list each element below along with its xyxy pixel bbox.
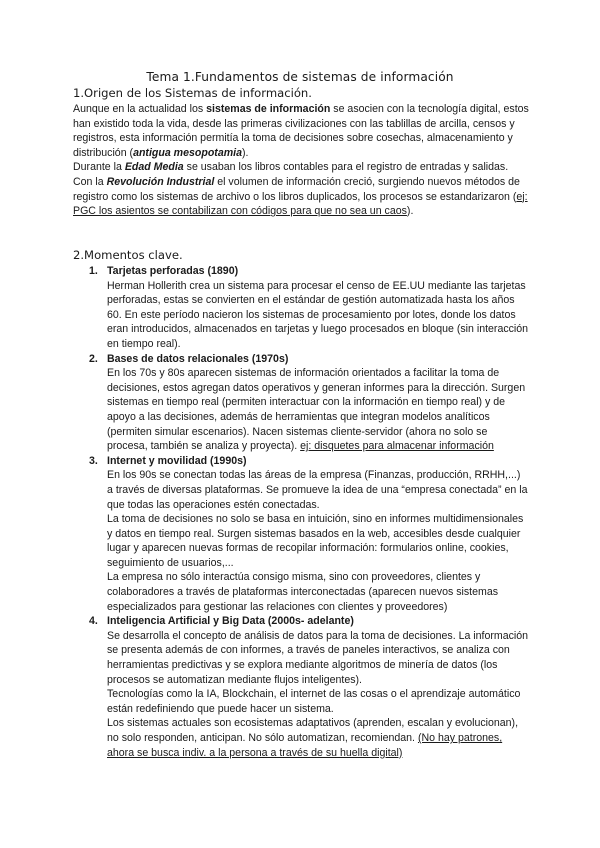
item-number: 2. xyxy=(89,352,98,365)
note-pgc-example: ej: PGC los asientos se contabilizan con códigos para que no sea un caos xyxy=(73,190,528,218)
paragraph-revolucion-industrial: Con la Revolución Industrial el volumen de información creció, surgiendo nuevos métodos de registro como los sistemas de archivo o los libros duplicados, los procesos se estandarizaron (ej: PGC los asientos se contabilizan con códigos para que no sea un caos). xyxy=(73,175,528,218)
item-title: Bases de datos relacionales (1970s) xyxy=(107,352,289,365)
section-1-heading: 1.Origen de los Sistemas de información. xyxy=(73,86,312,100)
item-title: Inteligencia Artificial y Big Data (2000s- adelante) xyxy=(107,615,354,628)
item-body: Herman Hollerith crea un sistema para procesar el censo de EE.UU mediante las tarjetas perforadas, estas se convierten en el estándar de gestión automatizada hasta los años 60. En este período nacieron los sistemas de procesamiento por lotes, donde los datos eran introducidos, almacenados en tarjetas y luego procesados en bloque (sin interacción en tiempo real). xyxy=(107,279,529,350)
paragraph-edad-media: Durante la Edad Media se usaban los libros contables para el registro de entradas y salidas. xyxy=(73,161,509,174)
item-number: 1. xyxy=(89,265,98,277)
list-item xyxy=(89,454,529,615)
section-1-body xyxy=(73,102,533,219)
item-number: 3. xyxy=(89,454,98,467)
term-revolucion-industrial: Revolución Industrial xyxy=(106,175,215,188)
document-title: Tema 1.Fundamentos de sistemas de información xyxy=(146,70,454,84)
item-body: En los 70s y 80s aparecen sistemas de información orientados a facilitar la toma de decisiones, estos agregan datos operativos y generan informes para la dirección. Surgen sistemas en tiempo real (permiten interactuar con la información en tiempo real) y de apoyo a las decisiones, además de herramientas que integran modelos analíticos (permiten simular escenarios). Nacen sistemas cliente-servidor (ahora no solo se procesa, también se analiza y proyecta). ej: disquetes para almacenar información xyxy=(107,367,526,453)
term-sistemas-de-informacion: sistemas de información xyxy=(206,103,331,115)
note-huella-digital: (No hay patrones, ahora se busca indiv. a la persona a través de su huella digital) xyxy=(107,732,503,759)
item-title: Internet y movilidad (1990s) xyxy=(107,454,247,467)
note-disquetes-example: ej: disquetes para almacenar información xyxy=(300,440,494,453)
list-item xyxy=(89,614,529,760)
paragraph-origin: Aunque en la actualidad los sistemas de información se asocien con la tecnología digital, estos han existido toda la vida, desde las primeras civilizaciones con las tablillas de arcilla, censos y registros, esta información permitía la toma de decisiones sobre cosechas, almacenamiento y distribución (antigua mesopotamia). xyxy=(73,103,529,159)
item-body: En los 90s se conectan todas las áreas de la empresa (Finanzas, producción, RRHH,...) a través de diversas plataformas. Se promueve la idea de una “empresa conectada” en la que todas las operaciones estén conectadas. La toma de decisiones no solo se basa en intuición, sino en informes multidimensionales y datos en tiempo real. Surgen sistemas basados en la web, accesibles desde cualquier lugar y aparecen nuevas formas de recopilar información: formularios online, cookies, seguimiento de usuarios,... La empresa no sólo interactúa consigo misma, sino con proveedores, clientes y colaboradores a través de plataformas interconectadas (aparecen nuevos sistemas especializados para gestionar las relaciones con clientes y proveedores) xyxy=(107,469,528,613)
list-item xyxy=(89,352,529,454)
key-moments-list xyxy=(89,264,529,760)
item-title: Tarjetas perforadas (1890) xyxy=(107,265,239,277)
term-antigua-mesopotamia: antigua mesopotamia xyxy=(133,146,242,159)
term-edad-media: Edad Media xyxy=(124,161,184,174)
item-number: 4. xyxy=(89,615,98,628)
list-item xyxy=(89,264,529,352)
section-2-heading: 2.Momentos clave. xyxy=(73,248,183,262)
item-body: Se desarrolla el concepto de análisis de datos para la toma de decisiones. La información se presenta además de con informes, a través de paneles interactivos, se analiza con herramientas predictivas y se explora mediante algoritmos de minería de datos (los procesos se automatizan mediante flujos inteligentes). Tecnologías como la IA, Blockchain, el internet de las cosas o el aprendizaje automático están redefiniendo que puede hacer un sistema. Los sistemas actuales son ecosistemas adaptativos (aprenden, escalan y evolucionan), no solo responden, anticipan. No sólo automatizan, recomiendan. (No hay patrones, ahora se busca indiv. a la persona a través de su huella digital) xyxy=(107,629,529,759)
